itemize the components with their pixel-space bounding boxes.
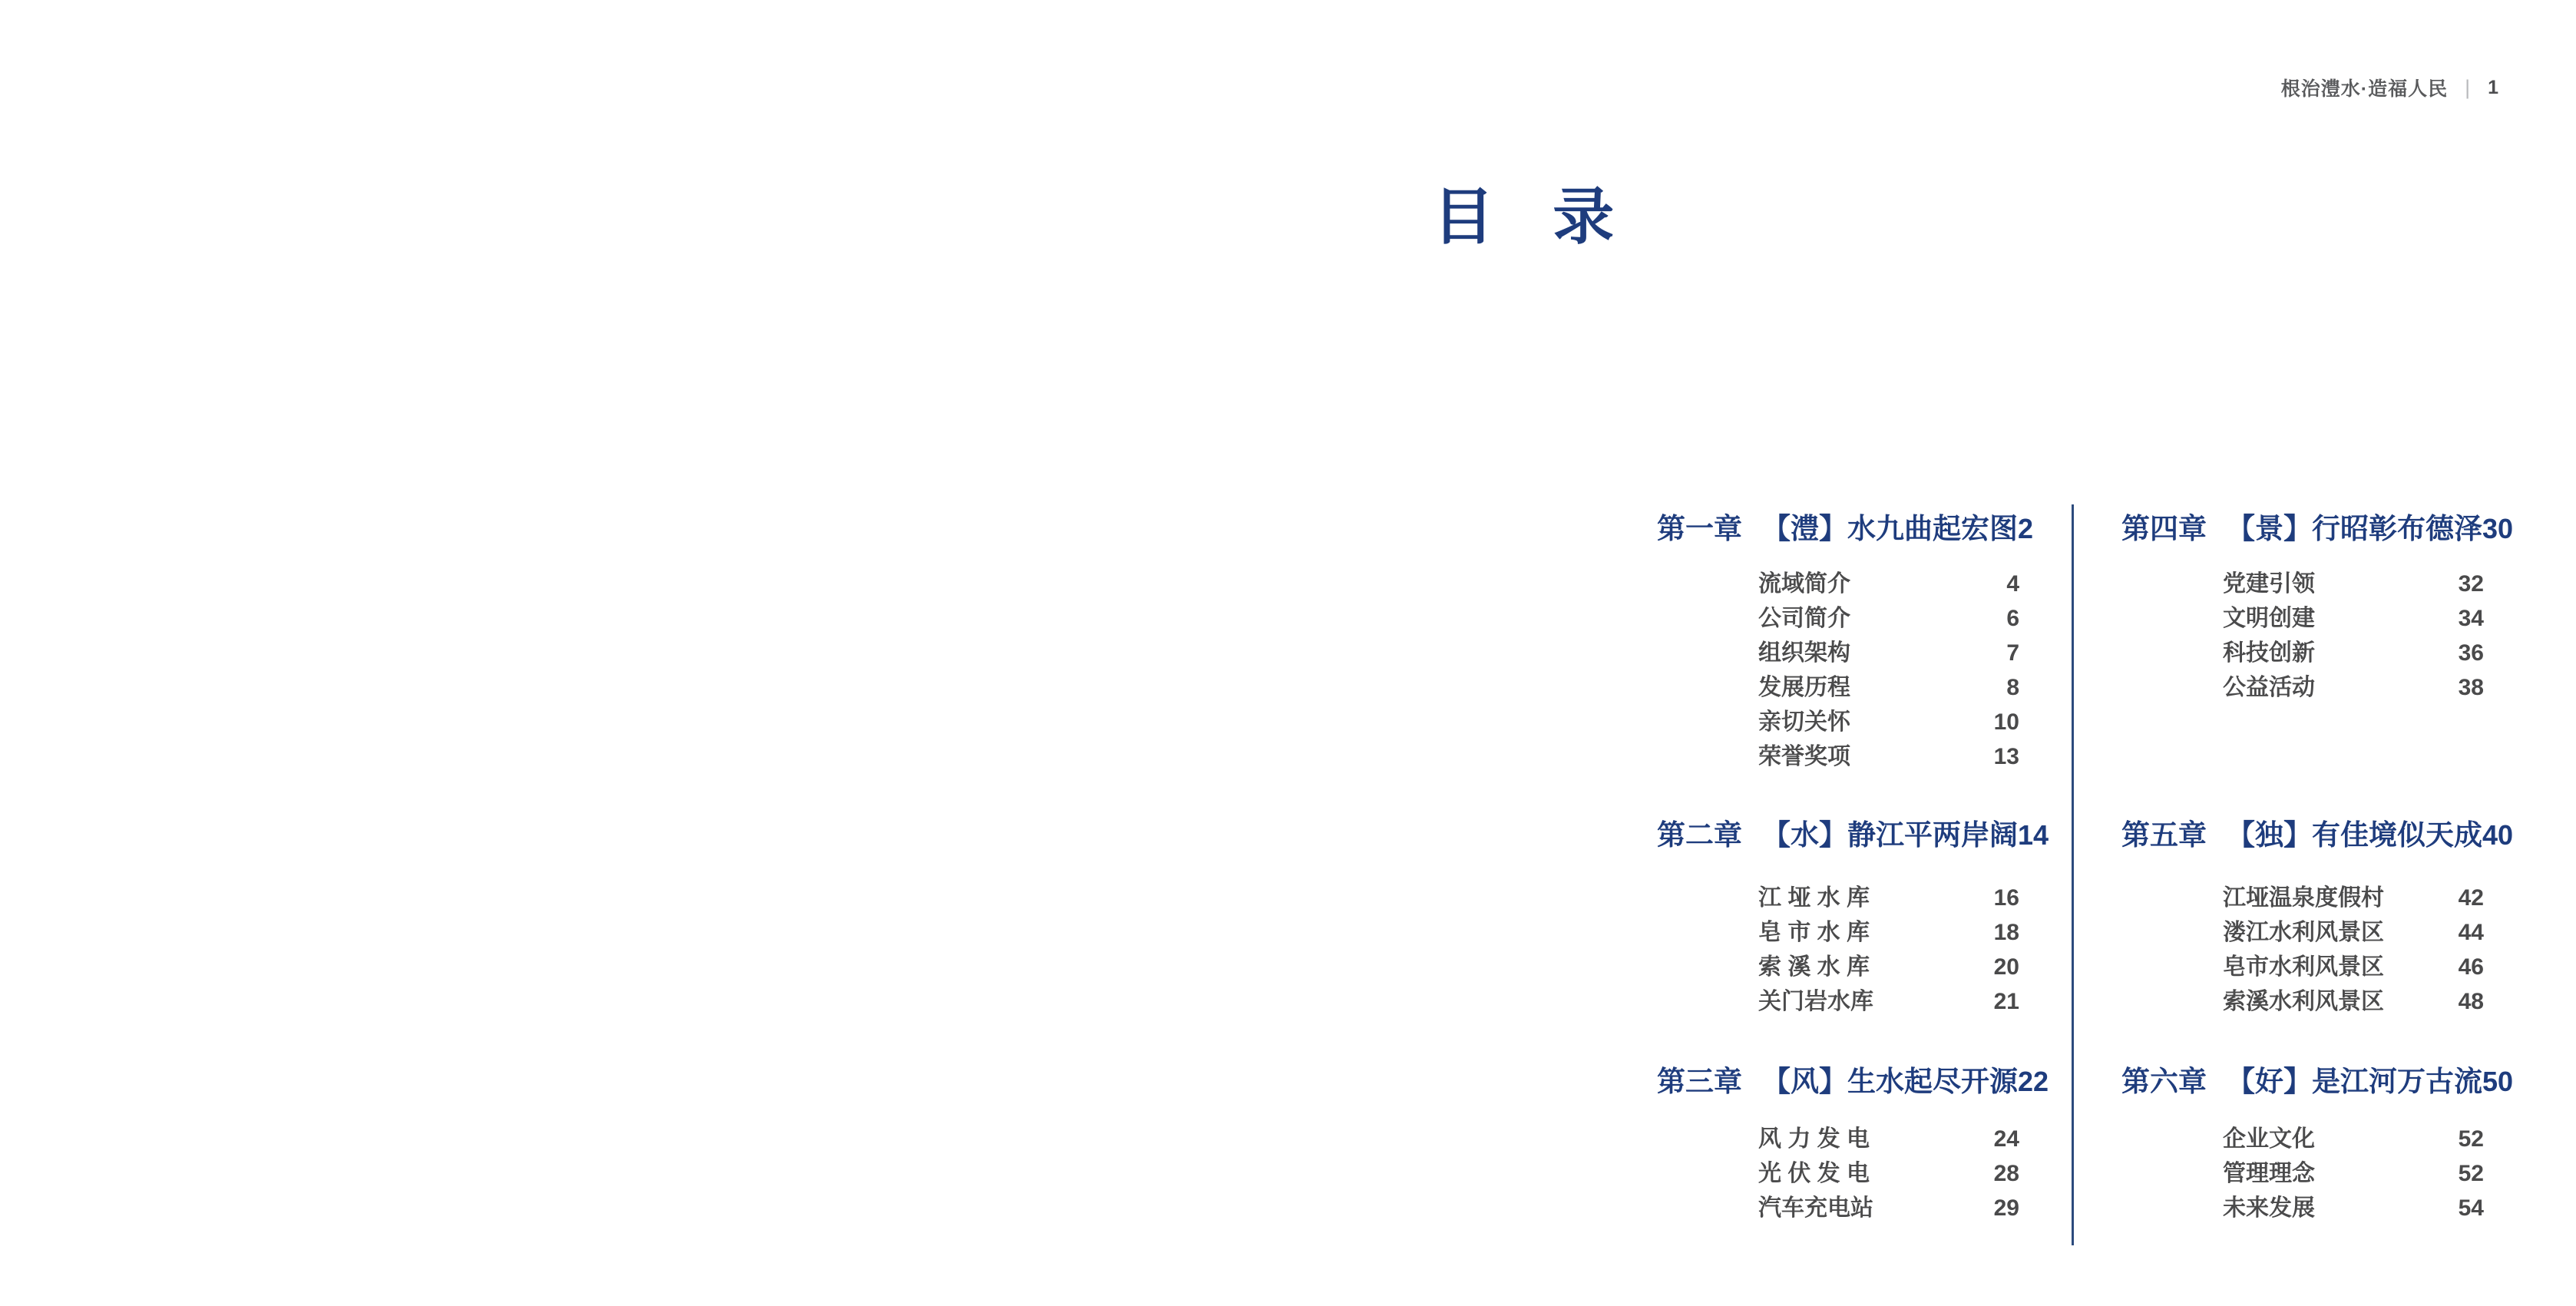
- toc-item-list: [2121, 567, 2484, 705]
- toc-item: [1657, 739, 2019, 774]
- toc-item: [1657, 567, 2019, 601]
- column-divider-rule: [2072, 504, 2074, 1245]
- item-label: 发展历程: [1758, 675, 1850, 700]
- item-label: 党建引领: [2223, 571, 2315, 597]
- toc-item: [1657, 984, 2019, 1019]
- item-label: 索溪水利风景区: [2223, 989, 2384, 1014]
- item-label: 公益活动: [2223, 675, 2315, 700]
- chapter-page-number: 2: [2018, 513, 2034, 544]
- toc-item: [2121, 670, 2484, 705]
- item-page-number: 29: [1993, 1195, 2019, 1221]
- item-page-number: 46: [2458, 954, 2484, 980]
- item-label: 管理理念: [2223, 1161, 2315, 1186]
- toc-item-list: [1657, 881, 2019, 1019]
- toc-chapter-heading: [2121, 1066, 2514, 1098]
- item-label: 索 溪 水 库: [1758, 954, 1870, 980]
- chapter-page-number: 30: [2482, 513, 2514, 544]
- toc-item: [1657, 636, 2019, 670]
- item-label: 科技创新: [2223, 640, 2315, 666]
- chapter-title: 【景】行昭彰布德泽: [2227, 513, 2482, 544]
- chapter-title: 【水】静江平两岸阔: [1762, 819, 2018, 851]
- toc-item-list: [2121, 881, 2484, 1019]
- toc-item: [1657, 1122, 2019, 1156]
- chapter-number-label: 第五章: [2121, 819, 2207, 851]
- item-page-number: 18: [1993, 920, 2019, 945]
- toc-item-list: [2121, 1122, 2484, 1225]
- chapter-number-label: 第四章: [2121, 513, 2207, 544]
- item-label: 荣誉奖项: [1758, 744, 1850, 769]
- toc-item: [1657, 950, 2019, 984]
- item-label: 关门岩水库: [1758, 989, 1873, 1014]
- toc-item: [1657, 670, 2019, 705]
- item-page-number: 24: [1993, 1126, 2019, 1152]
- item-label: 组织架构: [1758, 640, 1850, 666]
- toc-chapter-heading: [1657, 819, 2049, 851]
- toc-chapter-heading: [1657, 1066, 2049, 1098]
- item-page-number: 4: [2006, 571, 2019, 597]
- item-page-number: 52: [2458, 1126, 2484, 1152]
- item-label: 汽车充电站: [1758, 1195, 1873, 1221]
- chapter-number-label: 第二章: [1657, 819, 1742, 851]
- item-page-number: 54: [2458, 1195, 2484, 1221]
- page-title: 目 录: [1433, 183, 1618, 251]
- item-label: 未来发展: [2223, 1195, 2315, 1221]
- item-page-number: 10: [1993, 709, 2019, 735]
- toc-chapter-heading: [2121, 819, 2514, 851]
- chapter-title: 【澧】水九曲起宏图: [1762, 513, 2018, 544]
- chapter-page-number: 14: [2018, 819, 2049, 851]
- item-page-number: 32: [2458, 571, 2484, 597]
- header-page-number: 1: [2488, 76, 2499, 98]
- toc-item: [2121, 1191, 2484, 1225]
- item-label: 亲切关怀: [1758, 709, 1850, 735]
- chapter-number-label: 第一章: [1657, 513, 1742, 544]
- toc-column-left: [1657, 503, 2049, 1263]
- item-label: 皂 市 水 库: [1758, 920, 1870, 945]
- toc-item: [2121, 636, 2484, 670]
- toc-item-list: [1657, 567, 2019, 774]
- item-label: 江垭温泉度假村: [2223, 885, 2384, 911]
- toc-item: [1657, 915, 2019, 950]
- toc-item: [2121, 950, 2484, 984]
- toc-item: [1657, 705, 2019, 739]
- toc-item: [2121, 881, 2484, 915]
- toc-item: [2121, 567, 2484, 601]
- item-page-number: 21: [1993, 989, 2019, 1014]
- toc-item: [2121, 1122, 2484, 1156]
- item-page-number: 38: [2458, 675, 2484, 700]
- chapter-page-number: 40: [2482, 819, 2514, 851]
- toc-item: [1657, 1156, 2019, 1191]
- item-page-number: 7: [2006, 640, 2019, 666]
- toc-item: [1657, 881, 2019, 915]
- item-label: 江 垭 水 库: [1758, 885, 1870, 911]
- toc-item: [2121, 915, 2484, 950]
- toc-item: [1657, 601, 2019, 636]
- item-page-number: 52: [2458, 1161, 2484, 1186]
- item-label: 企业文化: [2223, 1126, 2315, 1152]
- toc-item: [1657, 1191, 2019, 1225]
- item-page-number: 36: [2458, 640, 2484, 666]
- header-slogan: 根治澧水·造福人民: [2280, 78, 2449, 100]
- item-label: 文明创建: [2223, 606, 2315, 631]
- running-header: [2281, 74, 2499, 101]
- item-label: 流域简介: [1758, 571, 1850, 597]
- toc-item: [2121, 984, 2484, 1019]
- item-label: 公司简介: [1758, 606, 1850, 631]
- chapter-title: 【风】生水起尽开源: [1762, 1066, 2018, 1097]
- toc-chapter-heading: [1657, 513, 2034, 545]
- toc-item: [2121, 601, 2484, 636]
- toc-column-right: [2121, 503, 2514, 1263]
- item-label: 光 伏 发 电: [1758, 1161, 1870, 1186]
- chapter-number-label: 第六章: [2121, 1066, 2207, 1097]
- chapter-title: 【独】有佳境似天成: [2227, 819, 2482, 851]
- chapter-number-label: 第三章: [1657, 1066, 1742, 1097]
- item-label: 皂市水利风景区: [2223, 954, 2384, 980]
- chapter-title: 【好】是江河万古流: [2227, 1066, 2482, 1097]
- chapter-page-number: 22: [2018, 1066, 2049, 1097]
- header-separator: |: [2465, 75, 2472, 99]
- toc-item: [2121, 1156, 2484, 1191]
- item-page-number: 28: [1993, 1161, 2019, 1186]
- item-label: 风 力 发 电: [1758, 1126, 1870, 1152]
- item-page-number: 8: [2006, 675, 2019, 700]
- item-page-number: 13: [1993, 744, 2019, 769]
- item-page-number: 44: [2458, 920, 2484, 945]
- item-page-number: 48: [2458, 989, 2484, 1014]
- item-page-number: 34: [2458, 606, 2484, 631]
- table-of-contents: [1657, 503, 2514, 1263]
- item-page-number: 20: [1993, 954, 2019, 980]
- item-label: 溇江水利风景区: [2223, 920, 2384, 945]
- item-page-number: 16: [1993, 885, 2019, 911]
- item-page-number: 6: [2006, 606, 2019, 631]
- item-page-number: 42: [2458, 885, 2484, 911]
- chapter-page-number: 50: [2482, 1066, 2514, 1097]
- toc-item-list: [1657, 1122, 2019, 1225]
- toc-chapter-heading: [2121, 513, 2514, 545]
